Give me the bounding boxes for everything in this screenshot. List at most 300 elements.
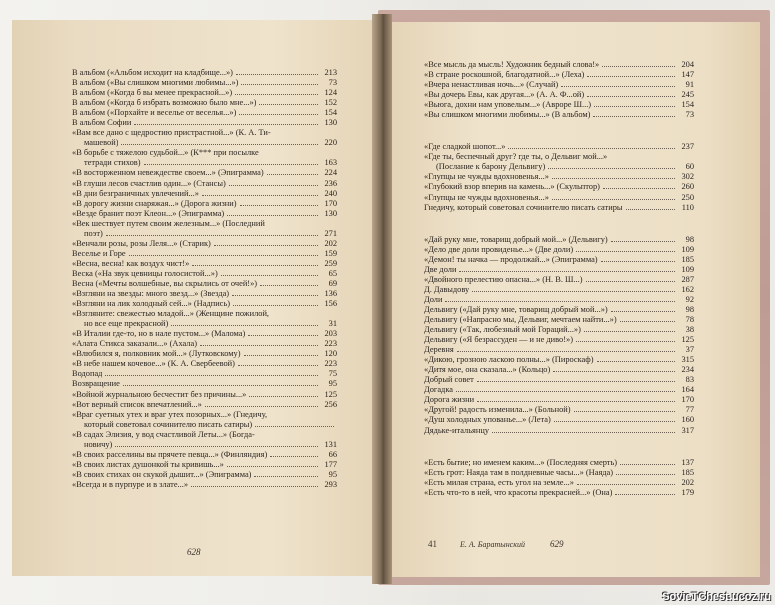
entry-title: «Взгляните: свежестью младой...» (Женщине пожилой, xyxy=(72,309,270,319)
dot-leader xyxy=(574,411,675,412)
entry-page-number: 95 xyxy=(328,469,337,479)
index-entry xyxy=(72,289,337,299)
entry-page-number: 170 xyxy=(681,395,694,405)
dot-leader xyxy=(611,241,675,242)
index-entry xyxy=(424,478,694,488)
index-entry xyxy=(424,142,694,152)
dot-leader xyxy=(205,406,318,407)
dot-leader xyxy=(620,321,675,322)
index-entry xyxy=(424,315,694,325)
entry-title: «В дорогу жизни снаряжая...» (Дорога жизни) xyxy=(72,198,237,208)
index-entry xyxy=(424,488,694,498)
entry-title: Дельвигу («Напрасно мы, Дельвиг, мечтаем найти...») xyxy=(424,314,617,324)
entry-title: Дельвигу («Я безрассуден — и не диво!») xyxy=(424,335,573,345)
entry-page-number: 124 xyxy=(324,88,337,98)
entry-page-number: 259 xyxy=(324,258,337,268)
dot-leader xyxy=(554,421,675,422)
entry-page-number: 125 xyxy=(324,389,337,399)
entry-page-number: 69 xyxy=(328,278,337,288)
entry-title: «Алата Стикса заказали...» (Ахала) xyxy=(72,339,197,349)
entry-title: «Вчера ненастливая ночь...» (Случай) xyxy=(424,80,559,90)
entry-page-number: 160 xyxy=(681,415,694,425)
entry-title: «Где сладкой шопот...» xyxy=(424,142,506,152)
dot-leader xyxy=(576,251,675,252)
dot-leader xyxy=(548,168,675,169)
entry-page-number: 78 xyxy=(685,314,694,324)
entry-title: «Все мысль да мысль! Художник бедный слова!» xyxy=(424,60,600,69)
dot-leader xyxy=(235,94,318,95)
dot-leader xyxy=(238,365,318,366)
dot-leader xyxy=(239,114,318,115)
entry-title: тетради стихов) xyxy=(84,158,141,168)
dot-leader xyxy=(241,84,318,85)
entry-title: В альбом («Вы слишком многими любимы...») xyxy=(72,78,239,88)
index-entry xyxy=(72,379,337,389)
entry-page-number: 156 xyxy=(324,299,337,309)
dot-leader xyxy=(229,185,318,186)
index-entry xyxy=(424,182,694,192)
entry-title: «В своих листах душонкой ты кривишь...» xyxy=(72,459,224,469)
entry-title: В альбом («Порхайте и веселье от веселья...») xyxy=(72,108,237,118)
entry-page-number: 260 xyxy=(681,182,694,192)
dot-leader xyxy=(602,66,675,67)
entry-page-number: 170 xyxy=(324,198,337,208)
dot-leader xyxy=(587,76,675,77)
entry-page-number: 163 xyxy=(324,158,337,168)
entry-title: Доли xyxy=(424,294,443,304)
index-entry xyxy=(72,189,337,199)
entry-title: Веселье и Горе xyxy=(72,248,126,258)
entry-page-number: 223 xyxy=(324,359,337,369)
entry-page-number: 66 xyxy=(328,449,337,459)
entry-title: В альбом («Когда б вы менее прекрасной...») xyxy=(72,88,233,98)
entry-title: «Дитя мое, она сказала...» (Кольцо) xyxy=(424,365,551,375)
index-entry xyxy=(72,329,337,339)
dot-leader xyxy=(586,281,675,282)
index-entry xyxy=(72,118,337,128)
dot-leader xyxy=(121,144,318,145)
entry-page-number: 98 xyxy=(685,234,694,244)
index-entry xyxy=(424,395,694,405)
entry-title: «Есть что-то в ней, что красоты прекрасней...» (Она) xyxy=(424,487,613,497)
entry-page-number: 162 xyxy=(681,284,694,294)
entry-title: «Войной журнальною бесчестит без причины...» xyxy=(72,389,247,399)
entry-title: Гнедичу, который советовал сочинителю писать сатиры xyxy=(424,202,623,212)
entry-title: «В глуши лесов счастлив один...» (Стансы) xyxy=(72,178,226,188)
book-gutter xyxy=(372,14,392,584)
index-entry xyxy=(424,385,694,395)
index-entry xyxy=(72,319,337,329)
entry-title: «Есть милая страна, есть угол на земле...» xyxy=(424,477,574,487)
entry-page-number: 164 xyxy=(681,385,694,395)
dot-leader xyxy=(584,331,675,332)
dot-leader xyxy=(587,96,675,97)
entry-title: «Везде бранит поэт Клеон...» (Эпиграмма) xyxy=(72,208,225,218)
index-entry xyxy=(424,110,694,120)
index-entry xyxy=(72,400,337,410)
entry-title: «Вьюга, дохни нам уповелым...» (Авроре Ш...) xyxy=(424,100,592,110)
dot-leader xyxy=(202,195,318,196)
dot-leader xyxy=(577,484,675,485)
index-entry xyxy=(72,349,337,359)
entry-page-number: 92 xyxy=(685,294,694,304)
index-entry xyxy=(424,426,694,436)
entry-page-number: 250 xyxy=(681,192,694,202)
entry-page-number: 223 xyxy=(324,339,337,349)
dot-leader xyxy=(601,261,675,262)
entry-page-number: 65 xyxy=(328,268,337,278)
entry-page-number: 234 xyxy=(681,365,694,375)
dot-leader xyxy=(129,255,318,256)
entry-page-number: 130 xyxy=(324,118,337,128)
index-entry xyxy=(424,245,694,255)
index-entry xyxy=(424,415,694,425)
entry-page-number: 271 xyxy=(324,228,337,238)
index-entry xyxy=(72,219,337,229)
dot-leader xyxy=(249,396,318,397)
dot-leader xyxy=(244,355,318,356)
entry-title: Две доли xyxy=(424,264,457,274)
dot-leader xyxy=(445,301,675,302)
dot-leader xyxy=(603,188,675,189)
index-entry xyxy=(72,480,337,490)
index-entry xyxy=(424,100,694,110)
dot-leader xyxy=(477,401,675,402)
entry-title: (Послание к барону Дельвигу) xyxy=(436,162,546,172)
index-entry xyxy=(72,430,337,440)
entry-title: «Дай руку мне, товарищ добрый мой...» (Дельвигу) xyxy=(424,234,608,244)
entry-title: «В своих стихах он скукой дышит...» (Эпиграмма) xyxy=(72,469,252,479)
dot-leader xyxy=(221,275,318,276)
dot-leader xyxy=(552,199,675,200)
entry-title: «Вы слишком многими любимы...» (В альбом) xyxy=(424,110,591,120)
index-entry xyxy=(72,239,337,249)
entry-title: «Есть грот: Наяда там в полдневные часы...» (Наяда) xyxy=(424,467,614,477)
index-entry xyxy=(72,279,337,289)
index-entry xyxy=(424,162,694,172)
dot-leader xyxy=(576,341,675,342)
entry-title: новичу) xyxy=(84,439,113,449)
entry-title: Д. Давыдову xyxy=(424,284,470,294)
index-entry xyxy=(424,203,694,213)
index-entry xyxy=(72,199,337,209)
entry-page-number: 256 xyxy=(324,399,337,409)
right-page-number: 629 xyxy=(550,539,564,549)
index-entry xyxy=(72,470,337,480)
entry-title: «Влюбился я, полковник мой...» (Лутковскому) xyxy=(72,349,241,359)
index-entry xyxy=(72,390,337,400)
index-entry xyxy=(424,325,694,335)
entry-title: «Есть бытие; но именем каким...» (Последняя смерть) xyxy=(424,457,618,467)
entry-page-number: 317 xyxy=(681,425,694,435)
entry-title: «Глупцы не чужды вдохновенья...» xyxy=(424,192,549,202)
group-spacer xyxy=(424,436,694,458)
dot-leader xyxy=(255,426,334,427)
index-entry xyxy=(72,138,337,148)
index-entry xyxy=(72,420,337,430)
dot-leader xyxy=(233,305,318,306)
entry-title: Водопад xyxy=(72,369,103,379)
group-spacer xyxy=(424,120,694,142)
dot-leader xyxy=(236,74,318,75)
entry-title: «Взгляни на звезды: много звезд...» (Звезда) xyxy=(72,289,230,299)
dot-leader xyxy=(492,432,675,433)
entry-title: поэт) xyxy=(84,228,103,238)
dot-leader xyxy=(472,291,675,292)
dot-leader xyxy=(171,325,318,326)
entry-page-number: 179 xyxy=(681,487,694,497)
dot-leader xyxy=(192,265,318,266)
index-entry xyxy=(424,235,694,245)
entry-page-number: 91 xyxy=(685,80,694,90)
index-entry xyxy=(72,209,337,219)
left-page xyxy=(12,20,384,576)
index-entry xyxy=(72,269,337,279)
dot-leader xyxy=(597,361,676,362)
entry-title: но все еще прекрасной) xyxy=(84,319,169,329)
dot-leader xyxy=(191,486,318,487)
index-entry xyxy=(72,410,337,420)
dot-leader xyxy=(270,456,318,457)
dot-leader xyxy=(626,209,675,210)
dot-leader xyxy=(593,116,675,117)
entry-page-number: 245 xyxy=(681,90,694,100)
entry-title: «Вот верный список впечатлений...» xyxy=(72,399,202,409)
index-entry xyxy=(424,152,694,162)
index-entry xyxy=(424,275,694,285)
index-entry xyxy=(424,172,694,182)
right-page xyxy=(388,22,760,577)
group-spacer xyxy=(424,213,694,235)
index-entry xyxy=(424,405,694,415)
running-author: Е. А. Баратынский xyxy=(460,540,525,549)
entry-page-number: 185 xyxy=(681,467,694,477)
index-entry xyxy=(424,255,694,265)
dot-leader xyxy=(115,446,318,447)
entry-title: «Всегда и в пурпуре и в злате...» xyxy=(72,479,189,489)
entry-title: «Глубокий взор вперив на камень...» (Скульптор) xyxy=(424,182,600,192)
entry-page-number: 224 xyxy=(324,168,337,178)
entry-title: который советовал сочинителю писать сатиры) xyxy=(84,419,253,429)
entry-title: «В восторженном невеждестве своем...» (Эпиграмма) xyxy=(72,168,264,178)
index-entry xyxy=(424,90,694,100)
index-entry xyxy=(72,440,337,450)
index-entry xyxy=(72,78,337,88)
index-entry xyxy=(424,70,694,80)
index-entry xyxy=(72,369,337,379)
site-label: SovieTChest.ucoz.ru xyxy=(662,591,771,603)
dot-leader xyxy=(477,381,675,382)
index-entry xyxy=(72,299,337,309)
entry-page-number: 109 xyxy=(681,264,694,274)
entry-page-number: 177 xyxy=(324,459,337,469)
index-entry xyxy=(424,375,694,385)
dot-leader xyxy=(248,335,318,336)
dot-leader xyxy=(459,271,675,272)
dot-leader xyxy=(232,295,318,296)
index-entry xyxy=(72,158,337,168)
entry-page-number: 154 xyxy=(324,108,337,118)
index-entry xyxy=(424,305,694,315)
dot-leader xyxy=(123,385,318,386)
entry-page-number: 98 xyxy=(685,304,694,314)
index-entry xyxy=(72,450,337,460)
dot-leader xyxy=(227,466,318,467)
entry-page-number: 73 xyxy=(685,110,694,120)
entry-title: Догадка xyxy=(424,385,453,395)
entry-title: «В небе нашем кочевое...» (К. А. Свербеевой) xyxy=(72,359,235,369)
entry-page-number: 293 xyxy=(324,479,337,489)
index-entry xyxy=(72,249,337,259)
entry-title: «Вам все дано с щедростию пристрастной...» (К. А. Ти- xyxy=(72,128,271,138)
index-entry xyxy=(72,179,337,189)
entry-title: «Двойного прелестию опасна...» (Н. В. Ш...) xyxy=(424,274,583,284)
index-entry xyxy=(424,285,694,295)
dot-leader xyxy=(200,345,318,346)
dot-leader xyxy=(214,245,318,246)
entry-title: машевой) xyxy=(84,138,119,148)
dot-leader xyxy=(260,285,318,286)
dot-leader xyxy=(144,164,318,165)
index-entry xyxy=(424,80,694,90)
left-page-number: 628 xyxy=(187,547,201,557)
dot-leader xyxy=(508,148,675,149)
dot-leader xyxy=(254,476,318,477)
entry-page-number: 185 xyxy=(681,254,694,264)
index-entry xyxy=(72,309,337,319)
dot-leader xyxy=(620,464,675,465)
entry-page-number: 204 xyxy=(681,60,694,69)
index-entry xyxy=(72,148,337,158)
right-index-list xyxy=(424,60,694,498)
dot-leader xyxy=(594,106,675,107)
entry-title: «Взгляни на лик холодный сей...» (Надпись) xyxy=(72,299,230,309)
entry-page-number: 213 xyxy=(324,68,337,77)
dot-leader xyxy=(552,178,675,179)
dot-leader xyxy=(267,174,318,175)
index-entry xyxy=(72,128,337,138)
dot-leader xyxy=(553,371,675,372)
entry-title: Возвращение xyxy=(72,379,120,389)
entry-page-number: 75 xyxy=(328,369,337,379)
entry-title: В альбом («Когда б избрать возможно было мне...») xyxy=(72,98,257,108)
entry-title: «Век шествует путем своим железным...» (Последний xyxy=(72,218,265,228)
entry-page-number: 109 xyxy=(681,244,694,254)
dot-leader xyxy=(561,86,675,87)
index-entry xyxy=(424,458,694,468)
entry-title: Веска («На звук цевницы голосистой...») xyxy=(72,268,218,278)
entry-page-number: 159 xyxy=(324,248,337,258)
entry-title: В альбом («Альбом исходит на кладбище...») xyxy=(72,68,233,77)
entry-page-number: 137 xyxy=(681,457,694,467)
entry-page-number: 110 xyxy=(681,202,694,212)
entry-page-number: 237 xyxy=(681,142,694,152)
entry-page-number: 37 xyxy=(685,345,694,355)
index-entry xyxy=(424,193,694,203)
entry-title: «Дело две доли провиденье...» (Две доли) xyxy=(424,244,574,254)
index-entry xyxy=(424,295,694,305)
entry-title: «В стране роскошной, благодатной...» (Леха) xyxy=(424,70,585,80)
entry-page-number: 302 xyxy=(681,172,694,182)
entry-page-number: 77 xyxy=(685,405,694,415)
dot-leader xyxy=(227,215,318,216)
entry-page-number: 315 xyxy=(681,355,694,365)
entry-page-number: 31 xyxy=(328,319,337,329)
entry-page-number: 125 xyxy=(681,335,694,345)
entry-page-number: 130 xyxy=(324,208,337,218)
sheet-number: 41 xyxy=(428,539,437,549)
entry-page-number: 202 xyxy=(324,238,337,248)
entry-page-number: 236 xyxy=(324,178,337,188)
index-entry xyxy=(72,98,337,108)
entry-title: «Душ холодных упованье...» (Лета) xyxy=(424,415,551,425)
entry-title: «В Италии где-то, но в нале пустом...» (Малома) xyxy=(72,329,246,339)
entry-title: «Вы дочерь Евы, как другая...» (А. А. Ф...ой) xyxy=(424,90,585,100)
index-entry xyxy=(72,339,337,349)
entry-title: «Где ты, беспечный друг? где ты, о Дельвиг мой...» xyxy=(424,152,608,162)
entry-title: «Другой! радость изменила...» (Больной) xyxy=(424,405,571,415)
dot-leader xyxy=(456,391,675,392)
index-entry xyxy=(72,108,337,118)
entry-title: В альбом Софии xyxy=(72,118,132,128)
index-entry xyxy=(424,468,694,478)
entry-title: «Демон! ты начка — продолжай...» (Эпиграмма) xyxy=(424,254,598,264)
index-entry xyxy=(72,88,337,98)
entry-page-number: 240 xyxy=(324,188,337,198)
entry-page-number: 60 xyxy=(685,162,694,172)
dot-leader xyxy=(259,104,318,105)
entry-page-number: 147 xyxy=(681,70,694,80)
entry-title: «Дикою, грозною ласкою полны...» (Пироскаф) xyxy=(424,355,594,365)
index-entry xyxy=(72,68,337,78)
entry-page-number: 152 xyxy=(324,98,337,108)
entry-title: Дорога жизни xyxy=(424,395,475,405)
entry-page-number: 154 xyxy=(681,100,694,110)
entry-title: Весна («Мечты волшебные, вы скрылись от очей!») xyxy=(72,278,258,288)
index-entry xyxy=(424,345,694,355)
entry-title: Дельвигу («Дай руку мне, товарищ добрый мой...») xyxy=(424,304,608,314)
entry-page-number: 136 xyxy=(324,289,337,299)
entry-title: «Глупцы не чужды вдохновенья...» xyxy=(424,172,549,182)
index-entry xyxy=(72,168,337,178)
entry-title: Дядьке-итальянцу xyxy=(424,425,490,435)
entry-page-number: 120 xyxy=(324,349,337,359)
entry-page-number: 95 xyxy=(328,379,337,389)
dot-leader xyxy=(134,124,318,125)
entry-page-number: 202 xyxy=(681,477,694,487)
entry-page-number: 287 xyxy=(681,274,694,284)
entry-title: «Венчали розы, розы Леля...» (Старик) xyxy=(72,238,211,248)
entry-title: Добрый совет xyxy=(424,375,474,385)
entry-page-number: 73 xyxy=(328,78,337,88)
entry-page-number: 131 xyxy=(324,439,337,449)
dot-leader xyxy=(240,205,318,206)
index-entry xyxy=(424,265,694,275)
entry-page-number: 38 xyxy=(685,325,694,335)
index-entry xyxy=(424,335,694,345)
index-entry xyxy=(424,60,694,70)
dot-leader xyxy=(457,351,675,352)
index-entry xyxy=(424,355,694,365)
entry-title: «В садах Элизия, у вод счастливой Леты...» (Богда- xyxy=(72,429,255,439)
entry-page-number: 220 xyxy=(324,138,337,148)
index-entry xyxy=(72,229,337,239)
entry-title: «В борьбе с тяжелою судьбой...» (К*** при посылке xyxy=(72,148,259,158)
entry-title: «В своих расселины вы прячете певца...» (Финляндия) xyxy=(72,449,268,459)
left-index-list xyxy=(72,68,337,490)
index-entry xyxy=(424,365,694,375)
entry-title: «В дни безграничных увлечений...» xyxy=(72,188,199,198)
